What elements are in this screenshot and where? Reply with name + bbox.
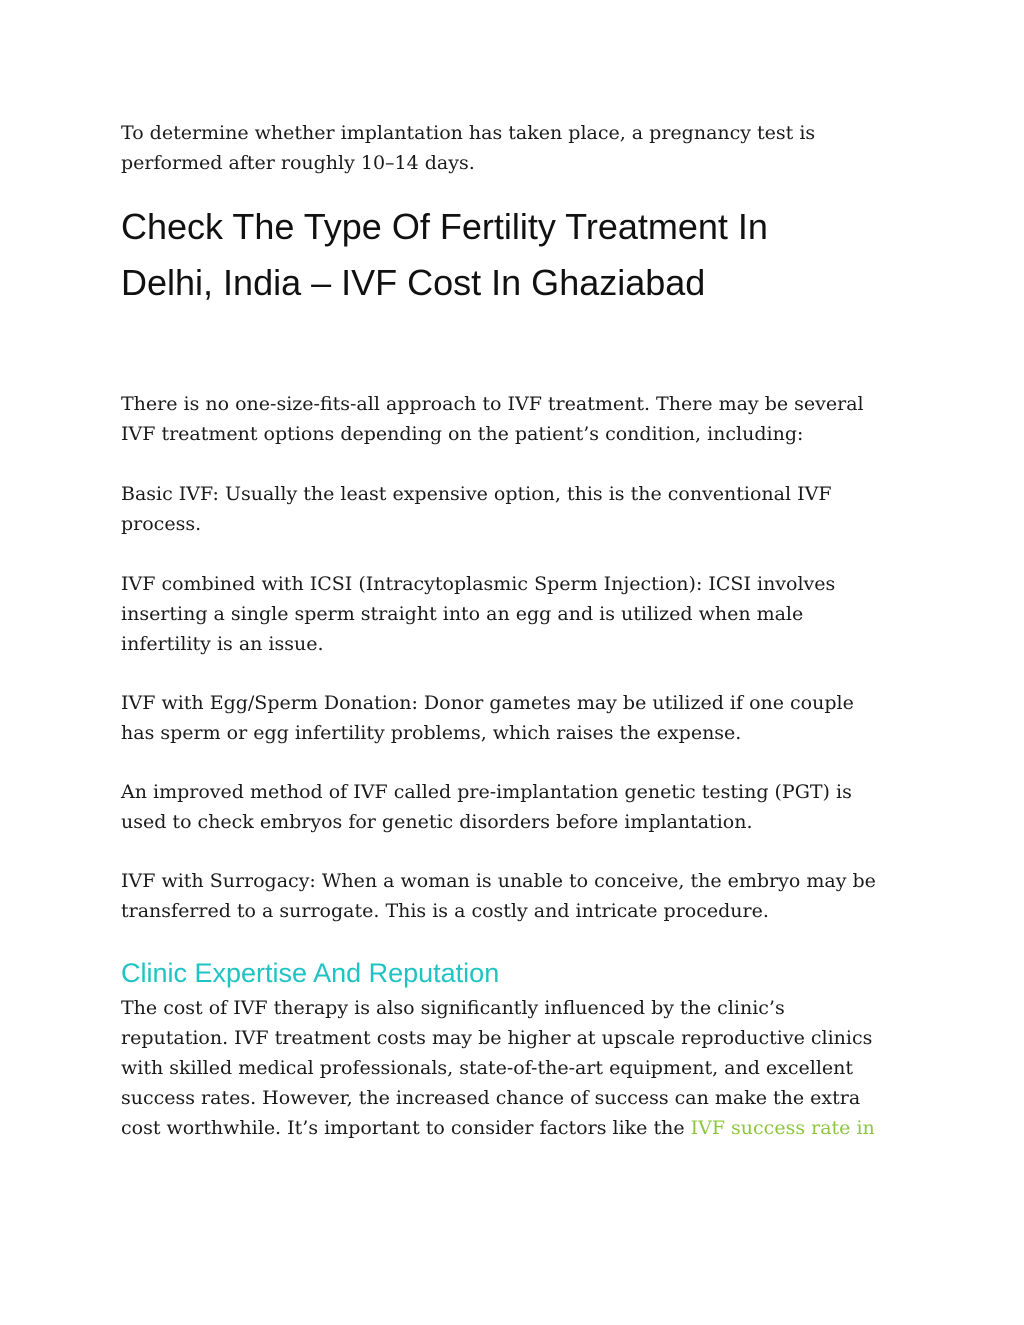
pgt-paragraph: [121, 777, 911, 837]
document-content: [121, 118, 911, 1143]
intro-line: performed after roughly 10–14 days.: [121, 152, 475, 174]
paragraph-line: cost worthwhile. It’s important to consider factors like the: [121, 1117, 691, 1139]
paragraph-line: transferred to a surrogate. This is a costly and intricate procedure.: [121, 900, 769, 922]
paragraph-line: with skilled medical professionals, state-of-the-art equipment, and excellent: [121, 1057, 854, 1079]
paragraph-line: process.: [121, 513, 202, 535]
paragraph-line: inserting a single sperm straight into an egg and is utilized when male: [121, 603, 804, 625]
paragraph-line: IVF treatment options depending on the patient’s condition, including:: [121, 423, 804, 445]
donation-paragraph: [121, 688, 911, 748]
paragraph-line: IVF combined with ICSI (Intracytoplasmic Sperm Injection): ICSI involves: [121, 573, 836, 595]
ivf-success-rate-link[interactable]: IVF success rate in: [690, 1117, 875, 1139]
paragraph-line: used to check embryos for genetic disorders before implantation.: [121, 811, 753, 833]
subheading: Clinic Expertise And Reputation: [121, 958, 500, 988]
paragraph-line: success rates. However, the increased chance of success can make the extra: [121, 1087, 861, 1109]
paragraph-line: An improved method of IVF called pre-implantation genetic testing (PGT) is: [121, 781, 852, 803]
paragraph-line: IVF with Surrogacy: When a woman is unable to conceive, the embryo may be: [121, 870, 876, 892]
paragraph-line: The cost of IVF therapy is also significantly influenced by the clinic’s: [121, 997, 785, 1019]
treatment-intro-paragraph: [121, 389, 911, 449]
paragraph-line: Basic IVF: Usually the least expensive option, this is the conventional IVF: [121, 483, 832, 505]
intro-line: To determine whether implantation has taken place, a pregnancy test is: [121, 122, 816, 144]
paragraph-line: IVF with Egg/Sperm Donation: Donor gametes may be utilized if one couple: [121, 692, 854, 714]
paragraph-line: reputation. IVF treatment costs may be higher at upscale reproductive clinics: [121, 1027, 873, 1049]
heading-line: Check The Type Of Fertility Treatment In: [121, 206, 768, 247]
icsi-paragraph: [121, 569, 911, 659]
section-heading: [121, 199, 911, 311]
heading-line: Delhi, India – IVF Cost In Ghaziabad: [121, 262, 706, 303]
basic-ivf-paragraph: [121, 479, 911, 539]
paragraph-line: infertility is an issue.: [121, 633, 324, 655]
paragraph-line: has sperm or egg infertility problems, which raises the expense.: [121, 722, 742, 744]
surrogacy-paragraph: [121, 866, 911, 926]
clinic-reputation-paragraph: [121, 993, 911, 1143]
paragraph-line: There is no one-size-fits-all approach to IVF treatment. There may be several: [121, 393, 864, 415]
intro-paragraph: [121, 118, 911, 178]
